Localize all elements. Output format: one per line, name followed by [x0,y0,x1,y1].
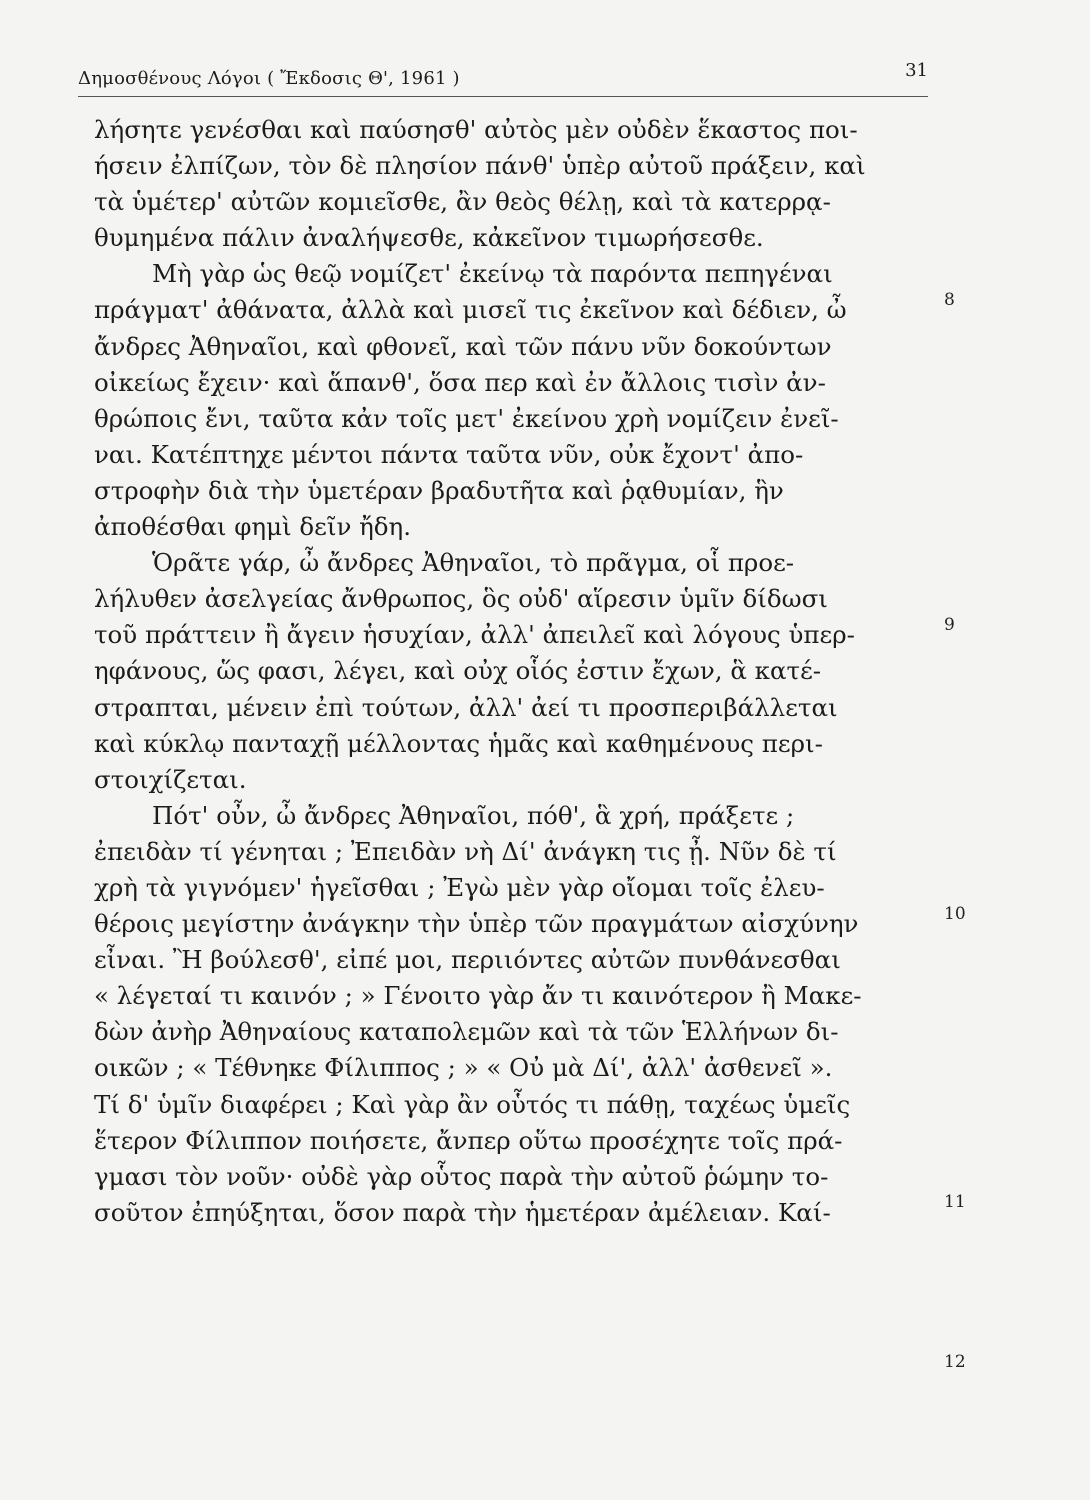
text-line: ηφάνους, ὥς φασι, λέγει, καὶ οὐχ οἷός ἐστιν ἔχων, ἃ κατέ- [94,656,822,686]
page-number: 31 [905,60,928,81]
text-line: τοῦ πράττειν ἢ ἄγειν ἡσυχίαν, ἀλλ' ἀπειλεῖ καὶ λόγους ὑπερ- [94,620,855,650]
section-number-11: 11 [944,1192,966,1212]
text-line: οἰκείως ἔχειν· καὶ ἅπανθ', ὅσα περ καὶ ἐν ἄλλοις τισὶν ἀν- [94,367,826,397]
text-line: « λέγεταί τι καινόν ; » Γένοιτο γὰρ ἄν τι καινότερον ἢ Μακε- [94,981,862,1011]
paragraph-start-line: Ὁρᾶτε γάρ, ὦ ἄνδρες Ἀθηναῖοι, τὸ πρᾶγμα, οἷ προε- [152,548,795,578]
text-line: θυμημένα πάλιν ἀναλήψεσθε, κἀκεῖνον τιμωρήσεσθε. [94,223,764,253]
text-line: εἶναι. Ἢ βούλεσθ', εἰπέ μοι, περιιόντες αὐτῶν πυνθάνεσθαι [94,945,841,975]
section-number-9: 9 [944,615,955,635]
text-line: γμασι τὸν νοῦν· οὐδὲ γὰρ οὗτος παρὰ τὴν αὐτοῦ ῥώμην το- [94,1161,829,1191]
text-line: πράγματ' ἀθάνατα, ἀλλὰ καὶ μισεῖ τις ἐκεῖνον καὶ δέδιεν, ὦ [94,295,847,325]
running-header [78,60,928,97]
text-line: χρὴ τὰ γιγνόμεν' ἡγεῖσθαι ; Ἐγὼ μὲν γὰρ οἴομαι τοῖς ἐλευ- [94,872,825,902]
text-line: θέροις μεγίστην ἀνάγκην τὴν ὑπὲρ τῶν πραγμάτων αἰσχύνην [94,909,859,939]
paragraph-start-line: Πότ' οὖν, ὦ ἄνδρες Ἀθηναῖοι, πόθ', ἃ χρή, πράξετε ; [152,800,795,830]
text-line: θρώποις ἔνι, ταῦτα κἀν τοῖς μετ' ἐκείνου χρὴ νομίζειν ἐνεῖ- [94,403,839,433]
text-line: ἀποθέσθαι φημὶ δεῖν ἤδη. [94,512,412,542]
text-line: τὰ ὑμέτερ' αὐτῶν κομιεῖσθε, ἂν θεὸς θέλῃ, καὶ τὰ κατερρᾳ- [94,187,831,217]
text-line: δὼν ἀνὴρ Ἀθηναίους καταπολεμῶν καὶ τὰ τῶν Ἑλλήνων δι- [94,1017,839,1047]
text-line: καὶ κύκλῳ πανταχῇ μέλλοντας ἡμᾶς καὶ καθημένους περι- [94,728,823,758]
text-line: ήσειν ἐλπίζων, τὸν δὲ πλησίον πάνθ' ὑπὲρ αὐτοῦ πράξειν, καὶ [94,151,866,181]
section-number-10: 10 [944,904,966,924]
text-line: στραπται, μένειν ἐπὶ τούτων, ἀλλ' ἀεί τι προσπεριβάλλεται [94,692,838,722]
text-line: στροφὴν διὰ τὴν ὑμετέραν βραδυτῆτα καὶ ῥᾳθυμίαν, ἣν [94,475,784,505]
body-text [94,112,954,1231]
text-line: ἐπειδὰν τί γένηται ; Ἐπειδὰν νὴ Δί' ἀνάγκη τις ᾖ. Νῦν δὲ τί [94,836,837,866]
text-line: ναι. Κατέπτηχε μέντοι πάντα ταῦτα νῦν, οὐκ ἔχοντ' ἀπο- [94,439,804,469]
text-line: λήλυθεν ἀσελγείας ἄνθρωπος, ὃς οὐδ' αἵρεσιν ὑμῖν δίδωσι [94,584,828,614]
header-title: Δημοσθένους Λόγοι ( Ἔκδοσις Θ', 1961 ) [78,68,460,89]
paragraph-start-line: Μὴ γὰρ ὡς θεῷ νομίζετ' ἐκείνῳ τὰ παρόντα πεπηγέναι [152,259,833,289]
text-line: ἕτερον Φίλιππον ποιήσετε, ἄνπερ οὕτω προσέχητε τοῖς πρά- [94,1125,843,1155]
text-line: λήσητε γενέσθαι καὶ παύσησθ' αὐτὸς μὲν οὐδὲν ἕκαστος ποι- [94,115,858,144]
text-line: Τί δ' ὑμῖν διαφέρει ; Καὶ γὰρ ἂν οὗτός τι πάθῃ, ταχέως ὑμεῖς [94,1089,851,1119]
section-number-12: 12 [944,1352,966,1372]
text-line: οικῶν ; « Τέθνηκε Φίλιππος ; » « Οὐ μὰ Δί', ἀλλ' ἀσθενεῖ ». [94,1053,833,1083]
text-line: ἄνδρες Ἀθηναῖοι, καὶ φθονεῖ, καὶ τῶν πάνυ νῦν δοκούντων [94,331,832,361]
section-number-8: 8 [944,290,955,310]
text-line: στοιχίζεται. [94,764,247,794]
text-line: σοῦτον ἐπηύξηται, ὅσον παρὰ τὴν ἡμετέραν ἀμέλειαν. Καί- [94,1197,831,1227]
